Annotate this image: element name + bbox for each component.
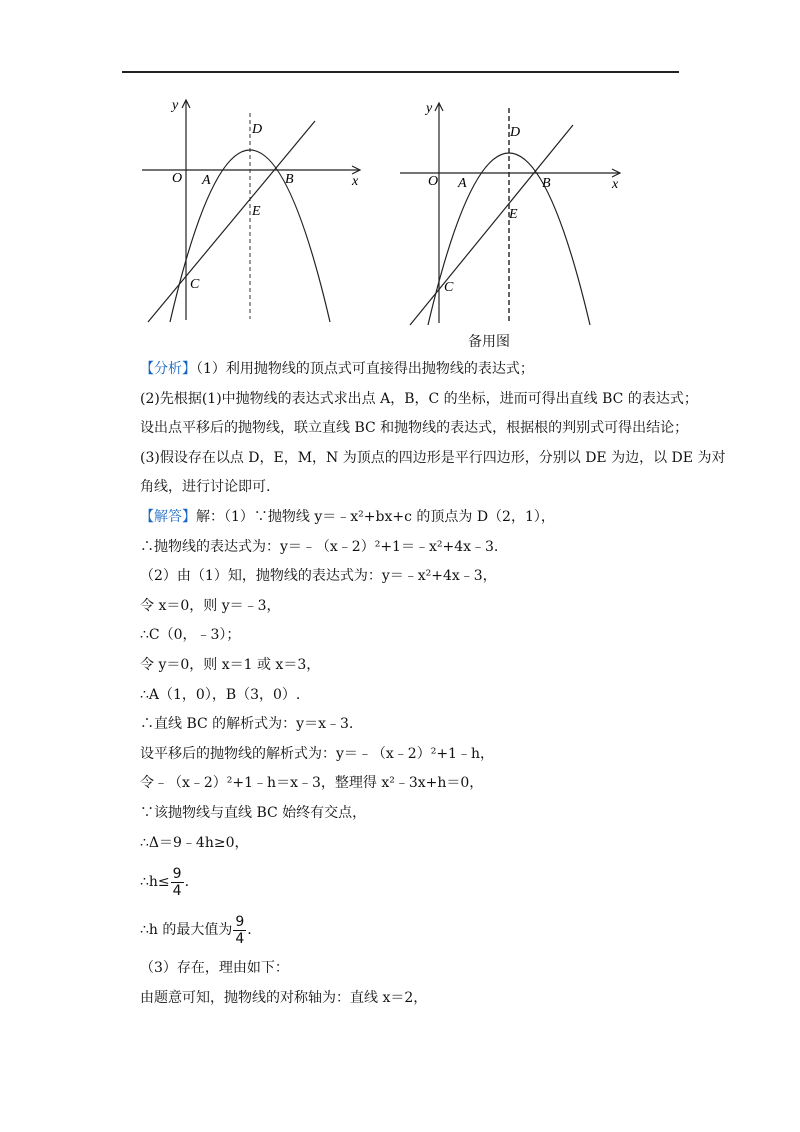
fraction: $\frac{9}{4}$ [235,913,245,947]
label-a: A [202,173,211,188]
answer-tag: 【解答】 [140,508,196,525]
answer-line-6: 令 y＝0，则 x＝1 或 x＝3， [140,656,321,673]
label-y: y [172,98,179,113]
solution-body [140,355,726,1013]
label-e: E [509,207,518,222]
answer-line-8: ∴直线 BC 的解析式为：y＝x﹣3. [140,716,354,733]
answer-line-16: 由题意可知，抛物线的对称轴为：直线 x＝2， [140,989,428,1006]
label-c: C [190,277,200,292]
answer-line-12: ∴Δ＝9﹣4h≥0， [140,834,249,851]
label-e: E [252,204,261,219]
label-o: O [428,174,439,189]
label-d: D [252,122,263,137]
answer-line-14: ∴h 的最大值为 $\frac{9}{4}$ . [140,913,252,947]
answer-line-13: ∴h≤ $\frac{9}{4}$ . [140,865,190,899]
label-b: B [285,172,294,187]
label-a: A [458,176,467,191]
header-rule [122,71,679,73]
line-bc [410,125,573,325]
answer-line-7: ∴A（1，0），B（3，0）. [140,686,301,703]
figure-right [398,98,638,328]
answer-line-11: ∵该抛物线与直线 BC 始终有交点， [140,804,367,821]
analysis-line-5: 角线，进行讨论即可. [140,479,271,496]
answer-line-10: 令﹣（x﹣2）²+1﹣h＝x﹣3，整理得 x²﹣3x+h＝0， [140,775,484,792]
label-o: O [172,171,183,186]
answer-line-9: 设平移后的抛物线的解析式为：y＝﹣（x﹣2）²+1﹣h， [140,745,494,762]
answer-line-1: 【解答】解：（1）∵抛物线 y＝﹣x²+bx+c 的顶点为 D（2，1）， [140,508,555,525]
analysis-line-3: 设出点平移后的抛物线，联立直线 BC 和抛物线的表达式，根据根的判别式可得出结论； [140,420,689,437]
analysis-line-1: 【分析】（1）利用抛物线的顶点式可直接得出抛物线的表达式； [140,361,534,377]
label-b: B [542,176,551,191]
answer-line-4: 令 x＝0，则 y＝﹣3， [140,597,281,614]
fraction: $\frac{9}{4}$ [172,865,182,899]
answer-line-3: （2）由（1）知，抛物线的表达式为：y＝﹣x²+4x﹣3， [140,568,497,585]
label-x: x [612,177,619,192]
label-c: C [444,280,454,295]
answer-line-15: （3）存在，理由如下： [140,960,289,977]
answer-line-2: ∴抛物线的表达式为：y＝﹣（x﹣2）²+1＝﹣x²+4x﹣3. [140,538,499,555]
figure-left [140,95,380,325]
analysis-line-4: (3)假设存在以点 D，E，M，N 为顶点的四边形是平行四边形，分别以 DE 为边，以 DE 为对 [140,449,726,466]
analysis-line-2: (2)先根据(1)中抛物线的表达式求出点 A，B，C 的坐标，进而可得出直线 BC 的表达式； [140,390,698,407]
answer-line-5: ∴C（0，﹣3）； [140,627,241,644]
label-d: D [510,125,521,140]
analysis-tag: 【分析】 [140,361,196,377]
figure-caption: 备用图 [468,334,510,350]
label-y: y [426,101,433,116]
line-bc [148,121,315,322]
label-x: x [352,174,359,189]
